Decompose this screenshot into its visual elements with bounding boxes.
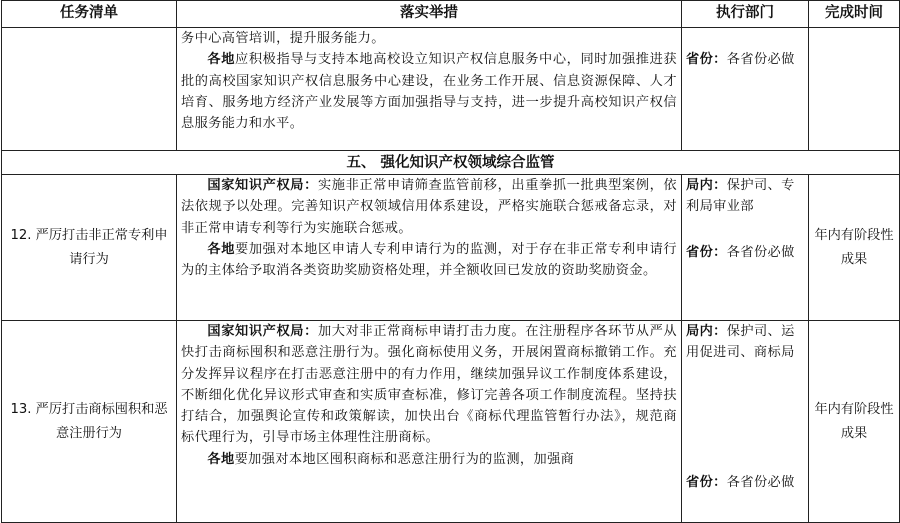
task-cell: 13. 严厉打击商标囤积和恶意注册行为 (2, 321, 177, 523)
measure-paragraph: 务中心高管培训，提升服务能力。 (181, 31, 385, 46)
department-entry: 局内：保护司、专利局审业部 (686, 178, 795, 215)
header-row (2, 1, 900, 28)
header-task-list: 任务清单 (2, 1, 177, 28)
header-completion-time: 完成时间 (809, 1, 900, 28)
measures-cell (177, 321, 682, 523)
department-entry: 省份：各省份必做 (686, 52, 795, 67)
table-row-12 (2, 175, 900, 321)
time-cell-empty (809, 28, 900, 151)
header-department: 执行部门 (682, 1, 809, 28)
section-title: 五、 强化知识产权领域综合监管 (2, 151, 900, 175)
task-cell: 12. 严厉打击非正常专利申请行为 (2, 175, 177, 321)
measure-paragraph: 各地要加强对本地区囤积商标和恶意注册行为的监测，加强商 (207, 451, 575, 467)
measures-cell (177, 28, 682, 151)
task-cell-empty (2, 28, 177, 151)
measure-paragraph: 国家知识产权局：加大对非正常商标申请打击力度。在注册程序各环节从严从快打击商标囤积和恶意注册行为。强化商标使用义务，开展闲置商标撤销工作。充分发挥异议程序在打击恶意注册中的有力作用，继续加强异议工作制度体系建设，不断细化优化异议形式审查和实质审查标准，修订完善各项工作制度流程。坚持扶打结合，加强舆论宣传和政策解读，加快出台《商标代理监管暂行办法》，规范商标代理行为，引导市场主体理性注册商标。 (181, 324, 678, 446)
department-entry: 省份：各省份必做 (686, 474, 795, 490)
section-row (2, 151, 900, 175)
header-measures: 落实举措 (177, 1, 682, 28)
measures-table (1, 0, 900, 523)
department-cell (682, 175, 809, 321)
department-cell (682, 28, 809, 151)
measures-cell (177, 175, 682, 321)
department-entry: 局内：保护司、运用促进司、商标局 (686, 324, 795, 361)
department-cell (682, 321, 809, 523)
table-row-continuation (2, 28, 900, 151)
measure-paragraph: 各地要加强对本地区申请人专利申请行为的监测，对于存在非正常专利申请行为的主体给予取消各类资助奖励资格处理，并全额收回已发放的资助奖励资金。 (181, 241, 677, 279)
department-entry: 省份：各省份必做 (686, 244, 795, 260)
completion-time-cell: 年内有阶段性成果 (809, 175, 900, 321)
completion-time-cell: 年内有阶段性成果 (809, 321, 900, 523)
table-row-13 (2, 321, 900, 523)
measure-paragraph: 国家知识产权局：实施非正常申请筛查监管前移，出重拳抓一批典型案例，依法依规予以处理。完善知识产权领域信用体系建设，严格实施联合惩戒备忘录，对非正常申请专利等行为实施联合惩戒。 (181, 178, 678, 236)
measure-paragraph: 各地应积极指导与支持本地高校设立知识产权信息服务中心，同时加强推进获批的高校国家知识产权信息服务中心建设，在业务工作开展、信息资源保障、人才培育、服务地方经济产业发展等方面加强指导与支持，进一步提升高校知识产权信息服务能力和水平。 (181, 52, 677, 132)
